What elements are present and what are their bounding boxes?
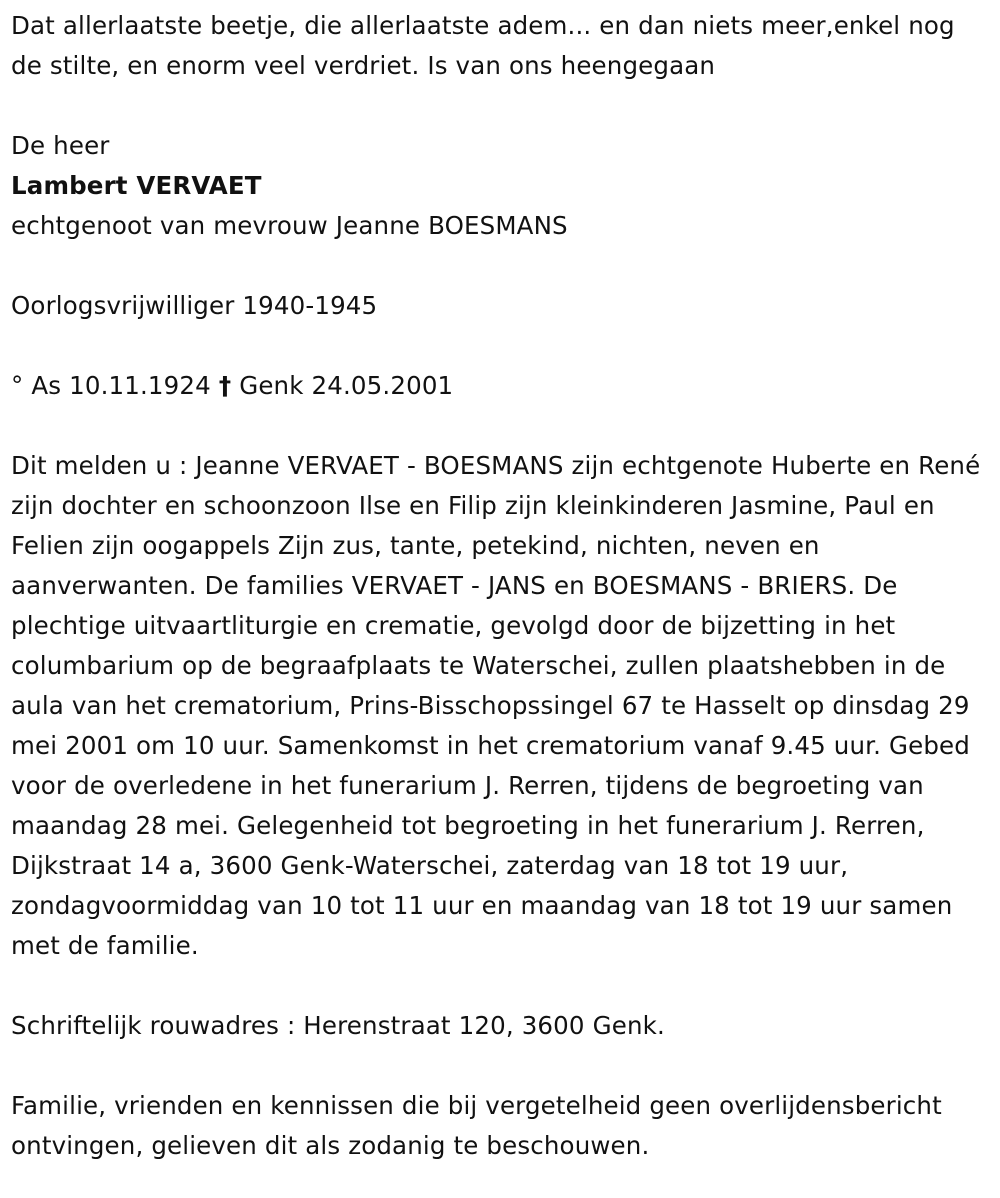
spacer	[11, 406, 986, 446]
deceased-name: Lambert VERVAET	[11, 171, 262, 200]
dates-line	[11, 366, 986, 406]
cross-icon: †	[218, 371, 232, 400]
spacer	[11, 966, 986, 1006]
closing-text: Familie, vrienden en kennissen die bij vergetelheid geen overlijdensbericht ontvingen, gelieven dit als zodanig te beschouwen.	[11, 1091, 942, 1160]
spacer	[11, 86, 986, 126]
birth-date: ° As 10.11.1924	[11, 371, 211, 400]
intro-text: Dat allerlaatste beetje, die allerlaatste adem... en dan niets meer,enkel nog de stilte, en enorm veel verdriet. Is van ons heengegaan	[11, 11, 955, 80]
spacer	[11, 246, 986, 286]
spouse-line: echtgenoot van mevrouw Jeanne BOESMANS	[11, 211, 568, 240]
announcement-text: Dit melden u : Jeanne VERVAET - BOESMANS zijn echtgenote Huberte en René zijn dochter en schoonzoon Ilse en Filip zijn kleinkinderen Jasmine, Paul en Felien zijn oogappels Zijn zus, tante, petekind, nichten, neven en aanverwanten. De families VERVAET - JANS en BOESMANS - BRIERS. De plechtige uitvaartliturgie en crematie, gevolgd door de bijzetting in het columbarium op de begraafplaats te Waterschei, zullen plaatshebben in de aula van het crematorium, Prins-Bisschopssingel 67 te Hasselt op dinsdag 29 mei 2001 om 10 uur. Samenkomst in het crematorium vanaf 9.45 uur. Gebed voor de overledene in het funerarium J. Rerren, tijdens de begroeting van maandag 28 mei. Gelegenheid tot begroeting in het funerarium J. Rerren, Dijkstraat 14 a, 3600 Genk-Waterschei, zaterdag van 18 tot 19 uur, zondagvoormiddag van 10 tot 11 uur en maandag van 18 tot 19 uur samen met de familie.	[11, 451, 981, 960]
death-date: Genk 24.05.2001	[239, 371, 454, 400]
spacer	[11, 1046, 986, 1086]
address-line: Schriftelijk rouwadres : Herenstraat 120, 3600 Genk.	[11, 1011, 665, 1040]
spacer	[11, 326, 986, 366]
obituary-notice	[11, 6, 986, 1166]
veteran-line: Oorlogsvrijwilliger 1940-1945	[11, 291, 378, 320]
honorific: De heer	[11, 131, 110, 160]
